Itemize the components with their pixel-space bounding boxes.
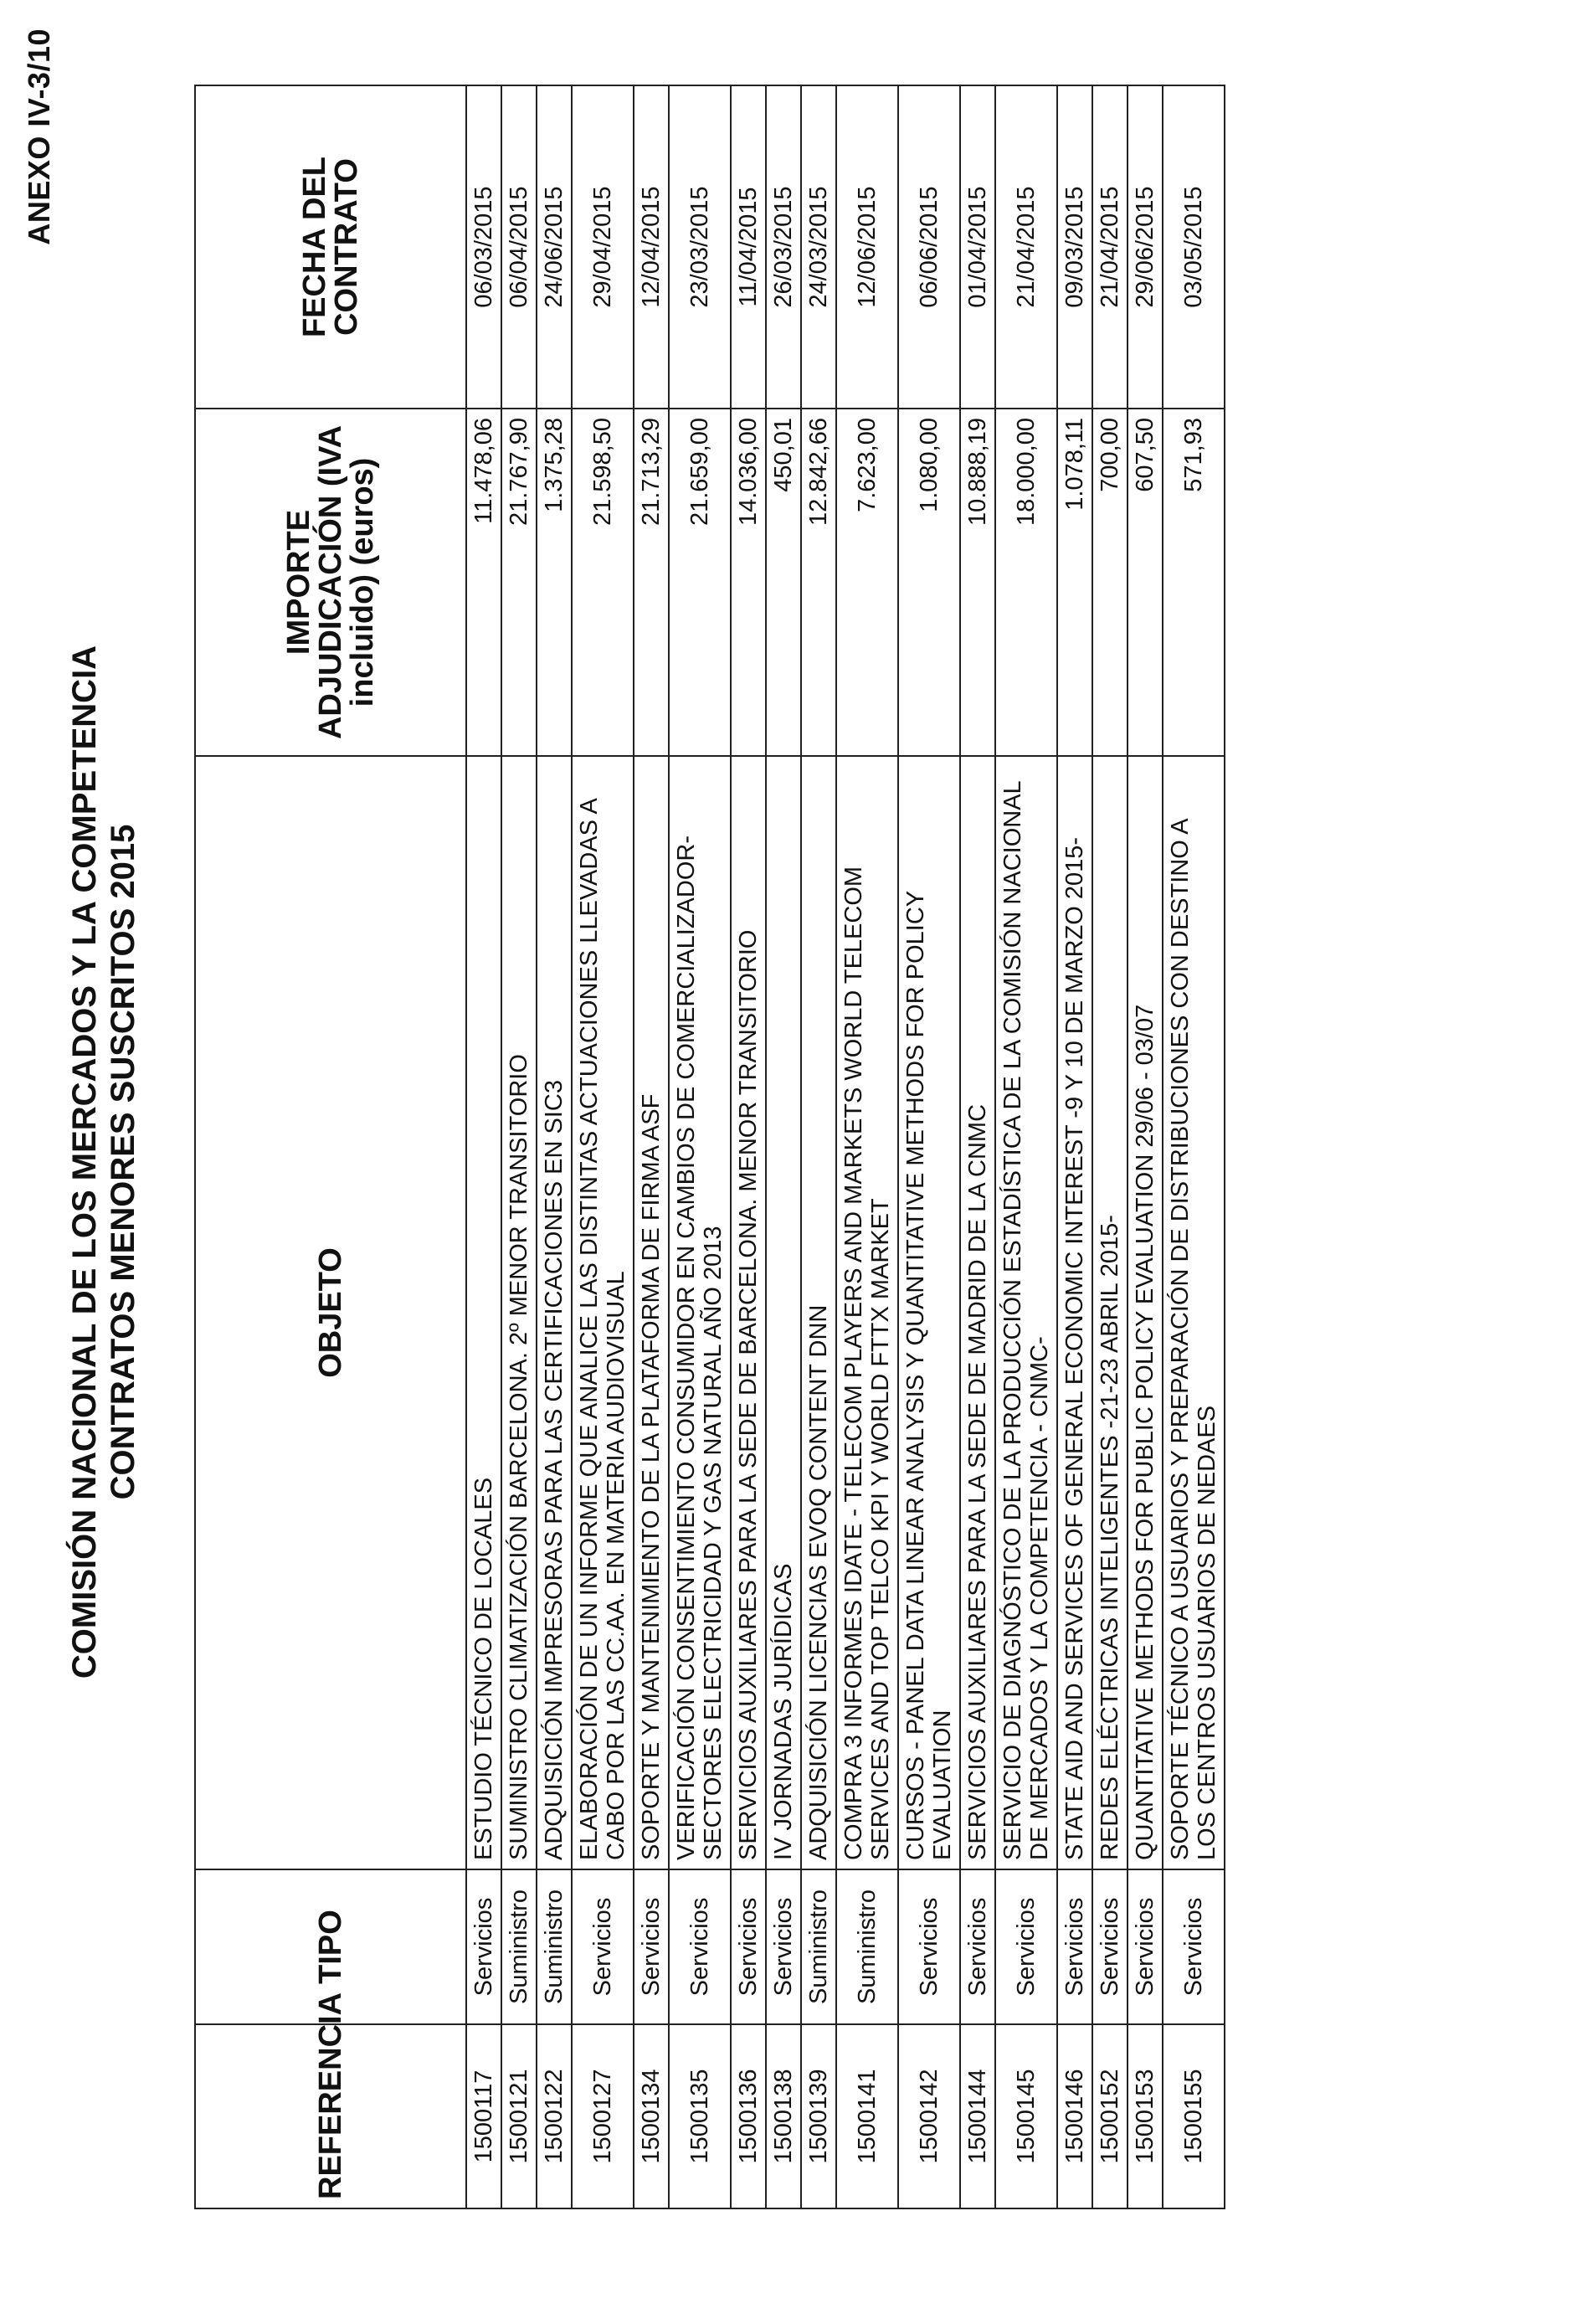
cell-objeto: QUANTITATIVE METHODS FOR PUBLIC POLICY EVALUATION 29/06 - 03/07 [1128,756,1163,1869]
cell-importe: 21.598,50 [572,409,634,756]
table-row [466,85,501,2208]
header-importe: IMPORTE ADJUDICACIÓN (IVA incluido) (euros) [195,409,466,756]
cell-fecha: 03/05/2015 [1163,85,1225,409]
annex-label: ANEXO IV-3/10 [22,28,56,245]
cell-fecha: 21/04/2015 [995,85,1057,409]
table-row [634,85,669,2208]
table-row [836,85,898,2208]
cell-fecha: 24/06/2015 [537,85,572,409]
header-referencia: REFERENCIA [195,2024,466,2208]
cell-objeto: SUMINISTRO CLIMATIZACIÓN BARCELONA. 2º MENOR TRANSITORIO [501,756,537,1869]
cell-importe: 21.713,29 [634,409,669,756]
table-row [1092,85,1128,2208]
cell-objeto: ESTUDIO TÉCNICO DE LOCALES [466,756,501,1869]
cell-importe: 1.080,00 [898,409,960,756]
cell-importe: 700,00 [1092,409,1128,756]
cell-tipo: Servicios [960,1869,995,2024]
cell-tipo: Suministro [836,1869,898,2024]
cell-referencia: 1500117 [466,2024,501,2208]
cell-importe: 7.623,00 [836,409,898,756]
cell-tipo: Servicios [995,1869,1057,2024]
cell-tipo: Suministro [801,1869,836,2024]
table-row [537,85,572,2208]
cell-tipo: Servicios [1163,1869,1225,2024]
cell-tipo: Servicios [898,1869,960,2024]
cell-tipo: Servicios [1092,1869,1128,2024]
cell-tipo: Suministro [501,1869,537,2024]
cell-referencia: 1500139 [801,2024,836,2208]
cell-objeto: REDES ELÉCTRICAS INTELIGENTES -21-23 ABRIL 2015- [1092,756,1128,1869]
cell-referencia: 1500135 [669,2024,731,2208]
cell-referencia: 1500127 [572,2024,634,2208]
cell-fecha: 23/03/2015 [669,85,731,409]
cell-tipo: Servicios [766,1869,801,2024]
table-row [731,85,766,2208]
cell-referencia: 1500146 [1057,2024,1092,2208]
cell-referencia: 1500138 [766,2024,801,2208]
cell-tipo: Servicios [669,1869,731,2024]
table-row [669,85,731,2208]
cell-fecha: 06/04/2015 [501,85,537,409]
table-row [801,85,836,2208]
cell-fecha: 09/03/2015 [1057,85,1092,409]
cell-fecha: 26/03/2015 [766,85,801,409]
cell-objeto: VERIFICACIÓN CONSENTIMIENTO CONSUMIDOR EN CAMBIOS DE COMERCIALIZADOR-SECTORES ELECTRICIDAD Y GAS NATURAL AÑO 2013 [669,756,731,1869]
cell-fecha: 12/04/2015 [634,85,669,409]
cell-fecha: 21/04/2015 [1092,85,1128,409]
header-fecha: FECHA DEL CONTRATO [195,85,466,409]
cell-importe: 10.888,19 [960,409,995,756]
cell-importe: 11.478,06 [466,409,501,756]
cell-objeto: STATE AID AND SERVICES OF GENERAL ECONOMIC INTEREST -9 Y 10 DE MARZO 2015- [1057,756,1092,1869]
table-row [960,85,995,2208]
table-header-row [195,85,466,2208]
table-row [501,85,537,2208]
cell-tipo: Servicios [466,1869,501,2024]
document-title [65,0,142,2324]
cell-importe: 21.659,00 [669,409,731,756]
contracts-table [194,85,1225,2209]
title-line-1: COMISIÓN NACIONAL DE LOS MERCADOS Y LA COMPETENCIA [66,645,103,1679]
cell-fecha: 29/04/2015 [572,85,634,409]
cell-referencia: 1500144 [960,2024,995,2208]
cell-fecha: 12/06/2015 [836,85,898,409]
cell-fecha: 06/06/2015 [898,85,960,409]
table-row [1128,85,1163,2208]
cell-objeto: SERVICIOS AUXILIARES PARA LA SEDE DE BARCELONA. MENOR TRANSITORIO [731,756,766,1869]
cell-importe: 21.767,90 [501,409,537,756]
cell-tipo: Servicios [1128,1869,1163,2024]
cell-objeto: COMPRA 3 INFORMES IDATE - TELECOM PLAYERS AND MARKETS WORLD TELECOM SERVICES AND TOP TELCO KPI Y WORLD FTTX MARKET [836,756,898,1869]
cell-objeto: IV JORNADAS JURÍDICAS [766,756,801,1869]
cell-referencia: 1500122 [537,2024,572,2208]
cell-objeto: ELABORACIÓN DE UN INFORME QUE ANALICE LAS DISTINTAS ACTUACIONES LLEVADAS A CABO POR LAS CC.AA. EN MATERIA AUDIOVISUAL [572,756,634,1869]
cell-objeto: SERVICIOS AUXILIARES PARA LA SEDE DE MADRID DE LA CNMC [960,756,995,1869]
cell-importe: 1.375,28 [537,409,572,756]
cell-importe: 18.000,00 [995,409,1057,756]
cell-tipo: Suministro [537,1869,572,2024]
cell-fecha: 24/03/2015 [801,85,836,409]
cell-fecha: 06/03/2015 [466,85,501,409]
cell-tipo: Servicios [634,1869,669,2024]
cell-objeto: CURSOS - PANEL DATA LINEAR ANALYSIS Y QUANTITATIVE METHODS FOR POLICY EVALUATION [898,756,960,1869]
title-line-2: CONTRATOS MENORES SUSCRITOS 2015 [105,824,141,1500]
cell-tipo: Servicios [731,1869,766,2024]
cell-importe: 14.036,00 [731,409,766,756]
cell-fecha: 01/04/2015 [960,85,995,409]
cell-importe: 12.842,66 [801,409,836,756]
cell-tipo: Servicios [1057,1869,1092,2024]
cell-referencia: 1500142 [898,2024,960,2208]
table-row [995,85,1057,2208]
header-tipo: TIPO [195,1869,466,2024]
table-row [1057,85,1092,2208]
cell-objeto: ADQUISICIÓN LICENCIAS EVOQ CONTENT DNN [801,756,836,1869]
table-row [898,85,960,2208]
cell-referencia: 1500145 [995,2024,1057,2208]
cell-importe: 607,50 [1128,409,1163,756]
cell-referencia: 1500136 [731,2024,766,2208]
table-row [1163,85,1225,2208]
cell-objeto: SERVICIO DE DIAGNÓSTICO DE LA PRODUCCIÓN ESTADÍSTICA DE LA COMISIÓN NACIONAL DE MERCADOS Y LA COMPETENCIA - CNMC- [995,756,1057,1869]
table-row [572,85,634,2208]
cell-referencia: 1500155 [1163,2024,1225,2208]
cell-objeto: ADQUISICIÓN IMPRESORAS PARA LAS CERTIFICACIONES EN SIC3 [537,756,572,1869]
cell-referencia: 1500141 [836,2024,898,2208]
cell-fecha: 29/06/2015 [1128,85,1163,409]
table-row [766,85,801,2208]
cell-importe: 1.078,11 [1057,409,1092,756]
cell-importe: 450,01 [766,409,801,756]
cell-referencia: 1500152 [1092,2024,1128,2208]
header-objeto: OBJETO [195,756,466,1869]
cell-fecha: 11/04/2015 [731,85,766,409]
cell-referencia: 1500153 [1128,2024,1163,2208]
cell-objeto: SOPORTE Y MANTENIMIENTO DE LA PLATAFORMA DE FIRMA ASF [634,756,669,1869]
cell-referencia: 1500121 [501,2024,537,2208]
cell-objeto: SOPORTE TÉCNICO A USUARIOS Y PREPARACIÓN DE DISTRIBUCIONES CON DESTINO A LOS CENTROS USUARIOS DE NEDAES [1163,756,1225,1869]
cell-importe: 571,93 [1163,409,1225,756]
table-body [466,85,1225,2208]
cell-referencia: 1500134 [634,2024,669,2208]
cell-tipo: Servicios [572,1869,634,2024]
